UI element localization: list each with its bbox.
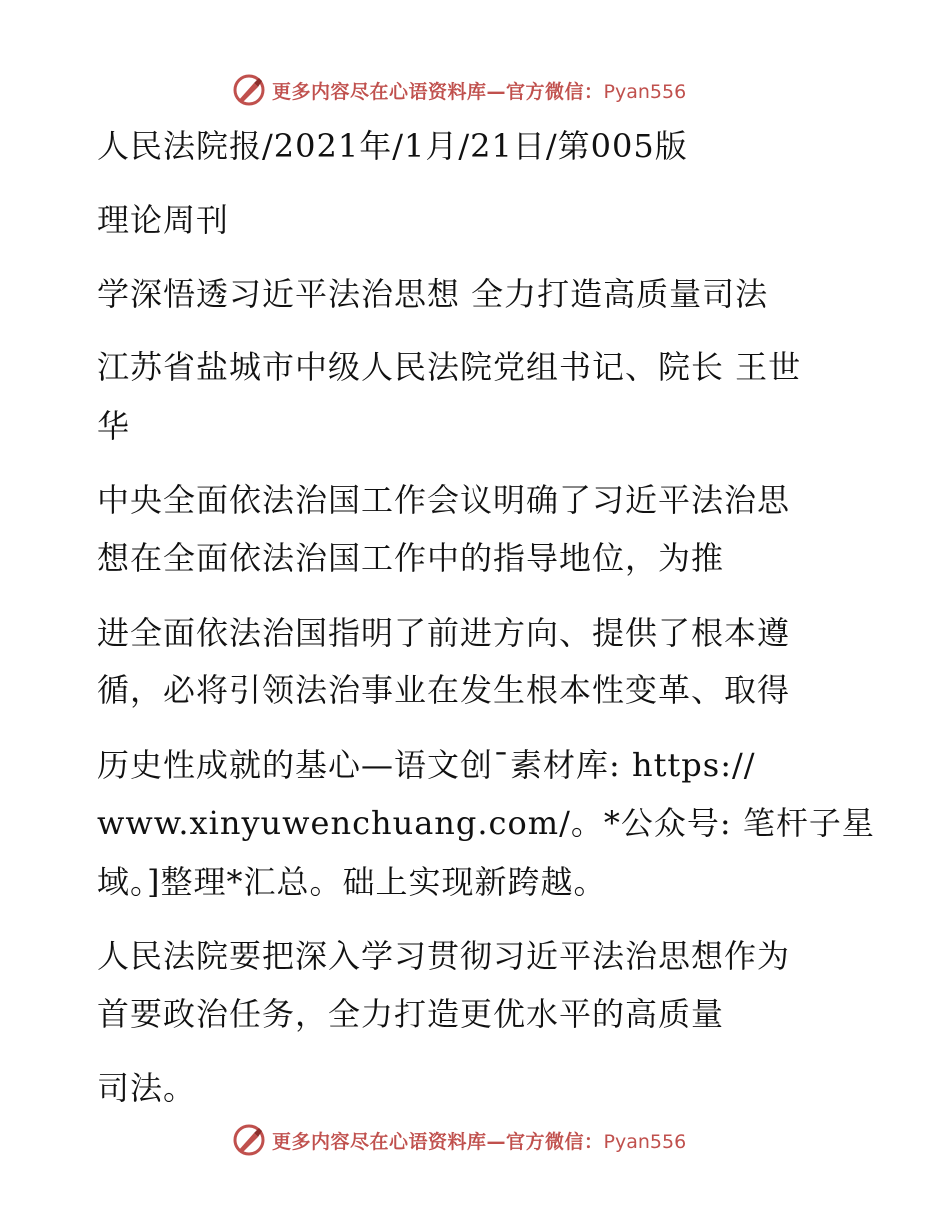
text-line: 想在全面依法治国工作中的指导地位，为推 [97,539,725,577]
text-line: www.xinyuwenchuang.com/。*公众号: 笔杆子星 [97,804,875,842]
pen-logo-icon [232,1123,266,1157]
pen-logo-icon [232,73,266,107]
text-line: 理论周刊 [97,201,230,239]
text-line: 历史性成就的基心—语文创¯素材库: https:// [97,746,756,784]
watermark-text: 更多内容尽在心语资料库—官方微信：Pyan556 [272,80,687,103]
text-line: 中央全面依法治国工作会议明确了习近平法治思 [97,481,791,519]
watermark-text: 更多内容尽在心语资料库—官方微信：Pyan556 [272,1130,687,1153]
text-line: 首要政治任务，全力打造更优水平的高质量 [97,995,725,1033]
text-line: 江苏省盐城市中级人民法院党组书记、院长 王世 [97,348,802,386]
watermark-header [232,70,686,110]
text-line: 学深悟透习近平法治思想 全力打造高质量司法 [97,275,769,313]
text-line: 循，必将引领法治事业在发生根本性变革、取得 [97,671,791,709]
text-line: 人民法院报/2021年/1月/21日/第005版 [97,127,688,165]
text-line: 进全面依法治国指明了前进方向、提供了根本遵 [97,614,791,652]
text-line: 域。]整理*汇总。础上实现新跨越。 [97,863,607,901]
text-line: 人民法院要把深入学习贯彻习近平法治思想作为 [97,937,791,975]
watermark-footer [232,1120,686,1160]
text-line: 司法。 [97,1069,197,1107]
text-line: 华 [97,407,131,445]
